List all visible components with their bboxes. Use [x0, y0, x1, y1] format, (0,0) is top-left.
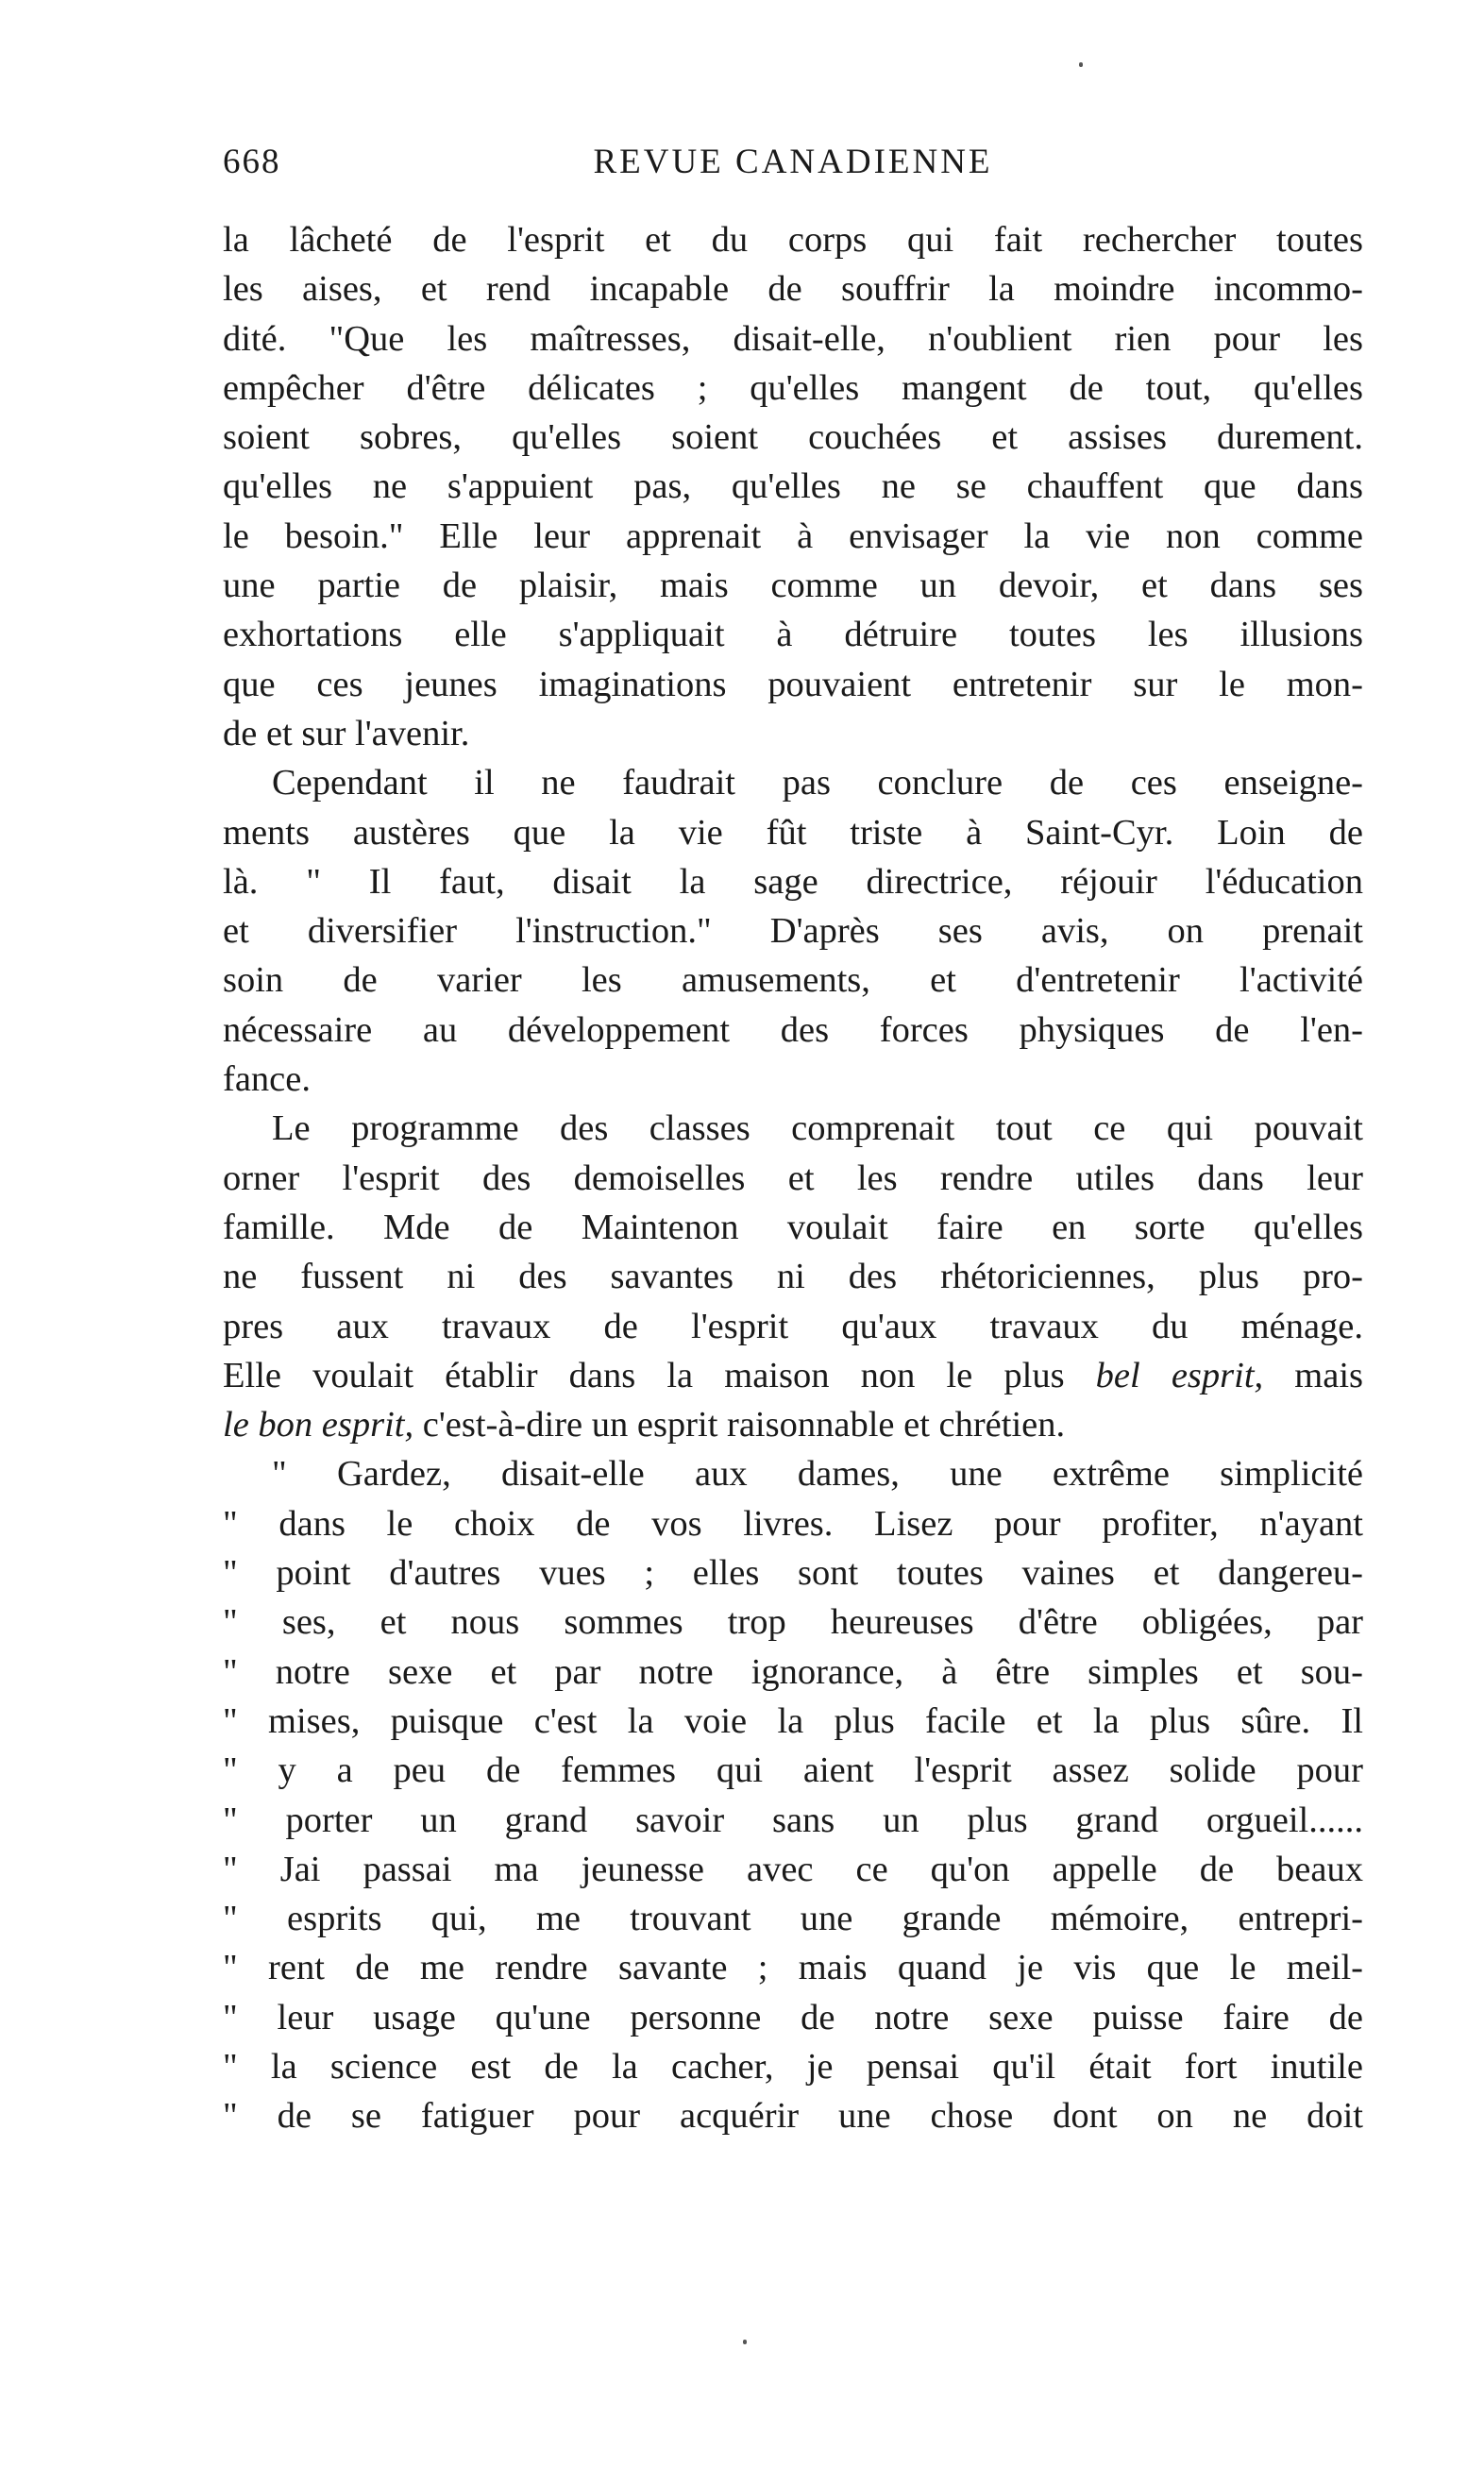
text-line: " rent de me rendre savante ; mais quand je vis que le meil-: [223, 1948, 1363, 1988]
text-line: orner l'esprit des demoiselles et les rendre utiles dans leur: [223, 1158, 1363, 1198]
text-run: c'est-à-dire un esprit raisonnable et chrétien.: [422, 1405, 1066, 1445]
text-line: que ces jeunes imaginations pouvaient entretenir sur le mon-: [223, 664, 1363, 704]
text-line: Le programme des classes comprenait tout ce qui pouvait: [272, 1108, 1363, 1149]
text-line: ne fussent ni des savantes ni des rhétoriciennes, plus pro-: [223, 1257, 1363, 1297]
paragraph-4-quotation: [223, 1449, 1363, 2140]
text-line: nécessaire au développement des forces physiques de l'en-: [223, 1009, 1363, 1050]
text-line: Cependant il ne faudrait pas conclure de ces enseigne-: [272, 763, 1363, 803]
text-line: empêcher d'être délicates ; qu'elles mangent de tout, qu'elles: [223, 367, 1363, 408]
text-line: " la science est de la cacher, je pensai qu'il était fort inutile: [223, 2046, 1363, 2087]
text-line: exhortations elle s'appliquait à détruire toutes les illusions: [223, 615, 1363, 655]
text-line: " Jai passai ma jeunesse avec ce qu'on appelle de beaux: [223, 1849, 1363, 1889]
text-line: soin de varier les amusements, et d'entretenir l'activité: [223, 960, 1363, 1001]
paragraph-2: [223, 758, 1363, 1104]
italic-phrase: le bon esprit,: [223, 1405, 414, 1445]
text-line: [223, 1400, 1363, 1449]
running-head: [223, 142, 1363, 189]
text-line: " notre sexe et par notre ignorance, à être simples et sou-: [223, 1651, 1363, 1692]
text-run: Elle voulait établir dans la maison non le plus: [223, 1355, 1065, 1395]
text-line: les aises, et rend incapable de souffrir la moindre incommo-: [223, 269, 1363, 310]
text-line: là. " Il faut, disait la sage directrice, réjouir l'éducation: [223, 861, 1363, 902]
text-line: et diversifier l'instruction." D'après ses avis, on prenait: [223, 911, 1363, 952]
text-line: une partie de plaisir, mais comme un devoir, et dans ses: [223, 566, 1363, 606]
paragraph-3: [223, 1104, 1363, 1449]
journal-title: REVUE CANADIENNE: [593, 143, 993, 181]
text-line: " porter un grand savoir sans un plus grand orgueil......: [223, 1800, 1363, 1840]
text-line: " Gardez, disait-elle aux dames, une extrême simplicité: [272, 1454, 1363, 1495]
text-line: " mises, puisque c'est la voie la plus facile et la plus sûre. Il: [223, 1700, 1363, 1741]
text-line: soient sobres, qu'elles soient couchées et assises durement.: [223, 417, 1363, 458]
text-line: " y a peu de femmes qui aient l'esprit assez solide pour: [223, 1750, 1363, 1791]
page-number: 668: [223, 143, 281, 181]
scan-speck: [1079, 62, 1083, 67]
text-line: " dans le choix de vos livres. Lisez pour profiter, n'ayant: [223, 1503, 1363, 1544]
text-line: " de se fatiguer pour acquérir une chose dont on ne doit: [223, 2096, 1363, 2137]
text-run: mais: [1294, 1355, 1363, 1395]
paragraph-1: [223, 215, 1363, 758]
body-text: [223, 215, 1363, 2141]
text-line: " point d'autres vues ; elles sont toutes vaines et dangereu-: [223, 1553, 1363, 1594]
text-line: qu'elles ne s'appuient pas, qu'elles ne se chauffent que dans: [223, 466, 1363, 507]
text-line: famille. Mde de Maintenon voulait faire en sorte qu'elles: [223, 1207, 1363, 1247]
text-line: " leur usage qu'une personne de notre sexe puisse faire de: [223, 1997, 1363, 2037]
text-line: " esprits qui, me trouvant une grande mémoire, entrepri-: [223, 1899, 1363, 1939]
text-line: ments austères que la vie fût triste à Saint-Cyr. Loin de: [223, 812, 1363, 853]
scan-speck: [743, 2340, 747, 2344]
text-line: " ses, et nous sommes trop heureuses d'être obligées, par: [223, 1602, 1363, 1643]
text-line: de et sur l'avenir.: [223, 713, 470, 753]
text-line: fance.: [223, 1059, 311, 1100]
text-line: dité. "Que les maîtresses, disait-elle, n'oublient rien pour les: [223, 318, 1363, 359]
text-line: pres aux travaux de l'esprit qu'aux travaux du ménage.: [223, 1306, 1363, 1346]
text-line: la lâcheté de l'esprit et du corps qui fait rechercher toutes: [223, 220, 1363, 260]
text-line: [223, 1351, 1363, 1400]
italic-phrase: bel esprit,: [1095, 1355, 1264, 1395]
text-line: le besoin." Elle leur apprenait à envisager la vie non comme: [223, 516, 1363, 556]
